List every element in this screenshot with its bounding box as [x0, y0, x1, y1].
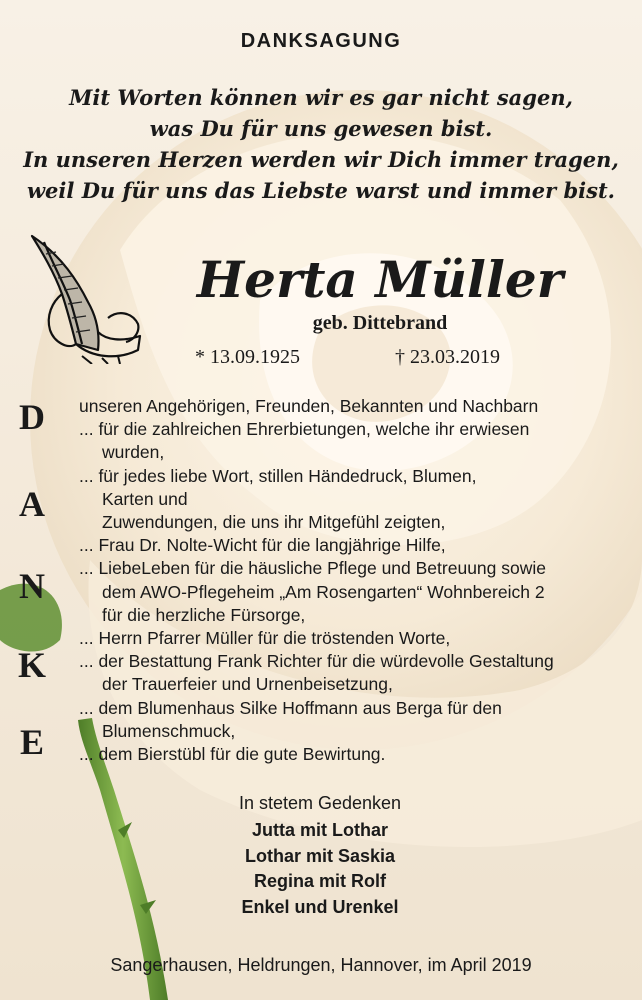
signer: Regina mit Rolf [253, 871, 386, 891]
birth-date: * 13.09.1925 [195, 346, 300, 368]
danke-letter: A [19, 484, 45, 524]
thanks-list [79, 395, 629, 766]
thanks-line: unseren Angehörigen, Freunden, Bekannten und Nachbarn [79, 396, 539, 416]
thanks-line: ... dem Bierstübl für die gute Bewirtung. [79, 744, 386, 765]
poem-line: In unseren Herzen werden wir Dich immer tragen, [23, 147, 619, 172]
maiden-name: geb. Dittebrand [312, 312, 448, 334]
thanks-line: Karten und [102, 488, 188, 509]
danke-letter: N [19, 566, 45, 606]
thanks-line: der Trauerfeier und Urnenbeisetzung, [102, 674, 393, 695]
poem-line: weil Du für uns das Liebste warst und immer bist. [26, 178, 615, 203]
poem [0, 82, 642, 206]
heading: DANKSAGUNG [240, 30, 402, 52]
thanks-line: ... Herrn Pfarrer Müller für die tröstenden Worte, [79, 628, 451, 649]
deceased-name: Herta Müller [196, 250, 564, 309]
poem-line: Mit Worten können wir es gar nicht sagen, [69, 85, 573, 110]
signer: Enkel und Urenkel [241, 896, 399, 917]
closing-line: In stetem Gedenken [238, 793, 402, 813]
thanks-line: dem AWO-Pflegeheim „Am Rosengarten“ Wohnbereich 2 [102, 581, 545, 602]
signer: Jutta mit Lothar [251, 820, 388, 840]
thanks-line: ... LiebeLeben für die häusliche Pflege und Betreuung sowie [79, 558, 546, 579]
thanks-line: wurden, [102, 442, 165, 463]
thanks-line: ... für jedes liebe Wort, stillen Händedruck, Blumen, [79, 465, 477, 486]
thanks-line: für die herzliche Fürsorge, [102, 604, 306, 625]
praying-hands-icon [22, 232, 144, 364]
thanks-line: ... dem Blumenhaus Silke Hoffmann aus Berga für den [79, 697, 502, 718]
signers [120, 818, 520, 920]
danke-letter: E [19, 722, 44, 762]
thanks-line: Blumenschmuck, [102, 720, 236, 741]
thanks-line: ... der Bestattung Frank Richter für die würdevolle Gestaltung [79, 651, 554, 672]
poem-line: was Du für uns gewesen bist. [149, 116, 493, 141]
footer-place-date: Sangerhausen, Heldrungen, Hannover, im April 2019 [110, 955, 532, 975]
thanks-line: ... für die zahlreichen Ehrerbietungen, welche ihr erwiesen [79, 419, 530, 440]
danke-letter: K [17, 645, 46, 685]
signer: Lothar mit Saskia [244, 845, 396, 866]
danke-letter: D [19, 397, 45, 437]
thanks-line: ... Frau Dr. Nolte-Wicht für die langjährige Hilfe, [79, 535, 446, 556]
death-date: † 23.03.2019 [395, 346, 500, 368]
thanks-line: Zuwendungen, die uns ihr Mitgefühl zeigten, [102, 512, 446, 533]
